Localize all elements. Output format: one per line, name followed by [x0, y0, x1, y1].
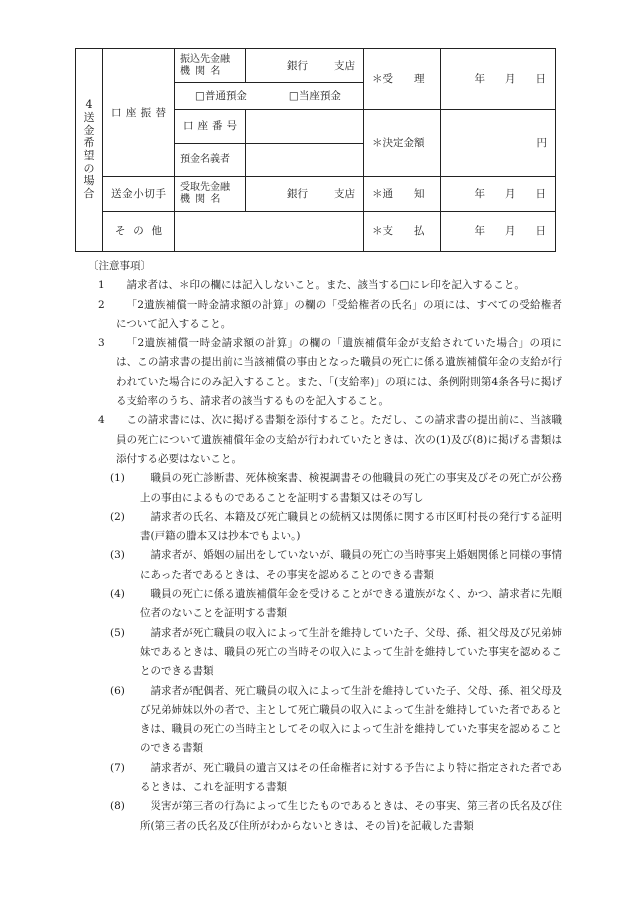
note-item [92, 411, 562, 469]
attachment-text: 職員の死亡診断書、死体検案書、検視調書その他職員の死亡の事実及びその死亡が公務上の事由によるものであることを証明する書類又はその写し [140, 472, 562, 504]
attachment-text: 請求者が配偶者、死亡職員の収入によって生計を維持していた子、父母、孫、祖父母及び兄弟姉妹以外の者で、主として死亡職員の収入によって生計を維持していた者であるときは、職員の死亡の当時主としてその収入によって生計を維持していた事実を認めることのできる書類 [140, 684, 562, 755]
account-holder-label: 預金名義者 [175, 143, 246, 176]
notes-section [88, 257, 562, 836]
notes-title: 〔注意事項〕 [88, 260, 151, 272]
section-title-char: 合 [83, 186, 95, 200]
account-number-field[interactable] [246, 109, 364, 143]
other-field[interactable] [175, 211, 364, 251]
attachment-number: (3) [110, 549, 125, 562]
attachment-item [110, 797, 562, 836]
notice-date-field[interactable] [441, 177, 556, 211]
attachment-text: 請求者の氏名、本籍及び死亡職員との続柄又は関係に関する市区町村長の発行する証明書(戸籍の謄本又は抄本でもよい。) [140, 510, 562, 543]
attachment-text: 災害が第三者の行為によって生じたものであるときは、その事実、第三者の氏名及び住所(第三者の氏名及び住所がわからないときは、その旨)を記載した書類 [140, 800, 562, 832]
note-item [92, 334, 562, 411]
branch-suffix: 支店 [334, 187, 355, 200]
note-number: 2 [98, 298, 105, 311]
attachment-item [110, 469, 562, 508]
note-number: 4 [98, 414, 105, 427]
bank-suffix: 銀行 [287, 187, 308, 200]
ordinary-deposit-label: 普通預金 [204, 89, 247, 102]
month-label: 月 [505, 72, 516, 85]
attachment-item [110, 546, 562, 585]
section-title-char: 望 [83, 149, 95, 162]
payment-label: ＊支 払 [364, 211, 441, 251]
recv-bank-name-label [175, 177, 246, 211]
attachment-item [110, 624, 562, 682]
attachment-item [110, 759, 562, 798]
attachment-number: (2) [110, 510, 125, 523]
bank-name-label-line2: 機 関 名 [180, 65, 222, 77]
yen-label: 円 [536, 136, 547, 149]
year-label: 年 [474, 72, 485, 85]
bank-suffix: 銀行 [287, 59, 308, 72]
account-holder-field[interactable] [246, 143, 364, 176]
payment-date-field[interactable] [441, 211, 556, 251]
note-text: この請求書には、次に掲げる書類を添付すること。ただし、この請求書の提出前に、当該職員の死亡について遺族補償年金の支給が行われていたときは、次の(1)及び(8)に掲げる書類は添付する必要はないこと。 [116, 414, 562, 465]
year-label: 年 [474, 187, 485, 200]
attachment-text: 請求者が死亡職員の収入によって生計を維持していた子、父母、孫、祖父母及び兄弟姉妹であるときは、職員の死亡の当時その収入によって生計を維持していた事実を認めることのできる書類 [140, 626, 562, 678]
attachment-item [110, 508, 562, 547]
note-item [92, 276, 562, 295]
attachment-text: 請求者が、死亡職員の遺言又はその任命権者に対する予告により特に指定された者であるときは、これを証明する書類 [140, 761, 562, 794]
current-deposit-label: 当座預金 [298, 89, 341, 102]
bank-name-label [175, 49, 246, 83]
section-title-char: 希 [83, 136, 95, 150]
ordinary-deposit-checkbox[interactable] [195, 90, 247, 102]
deposit-type-field [175, 83, 364, 109]
note-text: 請求者は、＊印の欄には記入しないこと。また、該当する□にレ印を記入すること。 [126, 279, 525, 292]
attachment-number: (1) [110, 472, 125, 485]
note-number: 1 [98, 279, 105, 292]
account-number-label: 口座番号 [175, 109, 246, 143]
receipt-date-field[interactable] [441, 49, 556, 110]
attachment-text: 職員の死亡に係る遺族補償年金を受けることができる遺族がなく、かつ、請求者に先順位者のないことを証明する書類 [140, 588, 562, 620]
day-label: 日 [535, 225, 546, 238]
attachment-number: (4) [110, 588, 125, 601]
note-text: 「2遺族補償一時金請求額の計算」の欄の「受給権者の氏名」の項には、すべての受給権者について記入すること。 [116, 298, 562, 330]
attachment-number: (7) [110, 761, 125, 774]
year-label: 年 [474, 225, 485, 238]
decision-amount-label: ＊決定金額 [364, 109, 441, 177]
bank-name-label-line1: 振込先金融 [180, 54, 230, 66]
month-label: 月 [505, 187, 516, 200]
attachment-item [110, 585, 562, 624]
section-title-char: 送 [83, 111, 95, 125]
current-deposit-checkbox[interactable] [289, 90, 341, 102]
check-label: 送金小切手 [103, 177, 175, 211]
attachment-text: 請求者が、婚姻の届出をしていないが、職員の死亡の当時事実上婚姻関係と同様の事情にあった者であるときは、その事実を認めることのできる書類 [140, 549, 562, 581]
section-4-header [76, 49, 103, 252]
day-label: 日 [535, 187, 546, 200]
section-title-char: 金 [83, 123, 95, 137]
receipt-label: ＊受 理 [364, 49, 441, 110]
attachment-number: (8) [110, 800, 125, 813]
month-label: 月 [505, 225, 516, 238]
note-item [92, 296, 562, 335]
transfer-label: 口座振替 [103, 49, 175, 177]
attachment-item [110, 682, 562, 759]
section-number: 4 [85, 98, 93, 112]
section-title-char: 場 [83, 174, 95, 188]
day-label: 日 [535, 72, 546, 85]
decision-amount-field[interactable] [441, 109, 556, 177]
remittance-form-table [75, 48, 556, 252]
branch-suffix: 支店 [334, 59, 355, 72]
recv-bank-label-line1: 受取先金融 [180, 182, 230, 194]
recv-bank-name-field[interactable] [246, 177, 364, 211]
attachment-number: (5) [110, 626, 125, 639]
attachment-number: (6) [110, 684, 125, 697]
note-number: 3 [98, 337, 105, 350]
section-title-char: の [83, 161, 95, 175]
recv-bank-label-line2: 機 関 名 [180, 193, 222, 205]
other-label: その他 [103, 211, 175, 251]
note-text: 「2遺族補償一時金請求額の計算」の欄の「遺族補償年金が支給されていた場合」の項には、この請求書の提出前に当該補償の事由となった職員の死亡に係る遺族補償年金の支給が行われていた場合にのみ記入すること。また、「(支給率)」の項には、条例附則第4条各号に掲げる支給率のうち、請求者の該当するものを記入すること。 [116, 337, 562, 408]
notice-label: ＊通 知 [364, 177, 441, 211]
bank-name-field[interactable] [246, 49, 364, 83]
